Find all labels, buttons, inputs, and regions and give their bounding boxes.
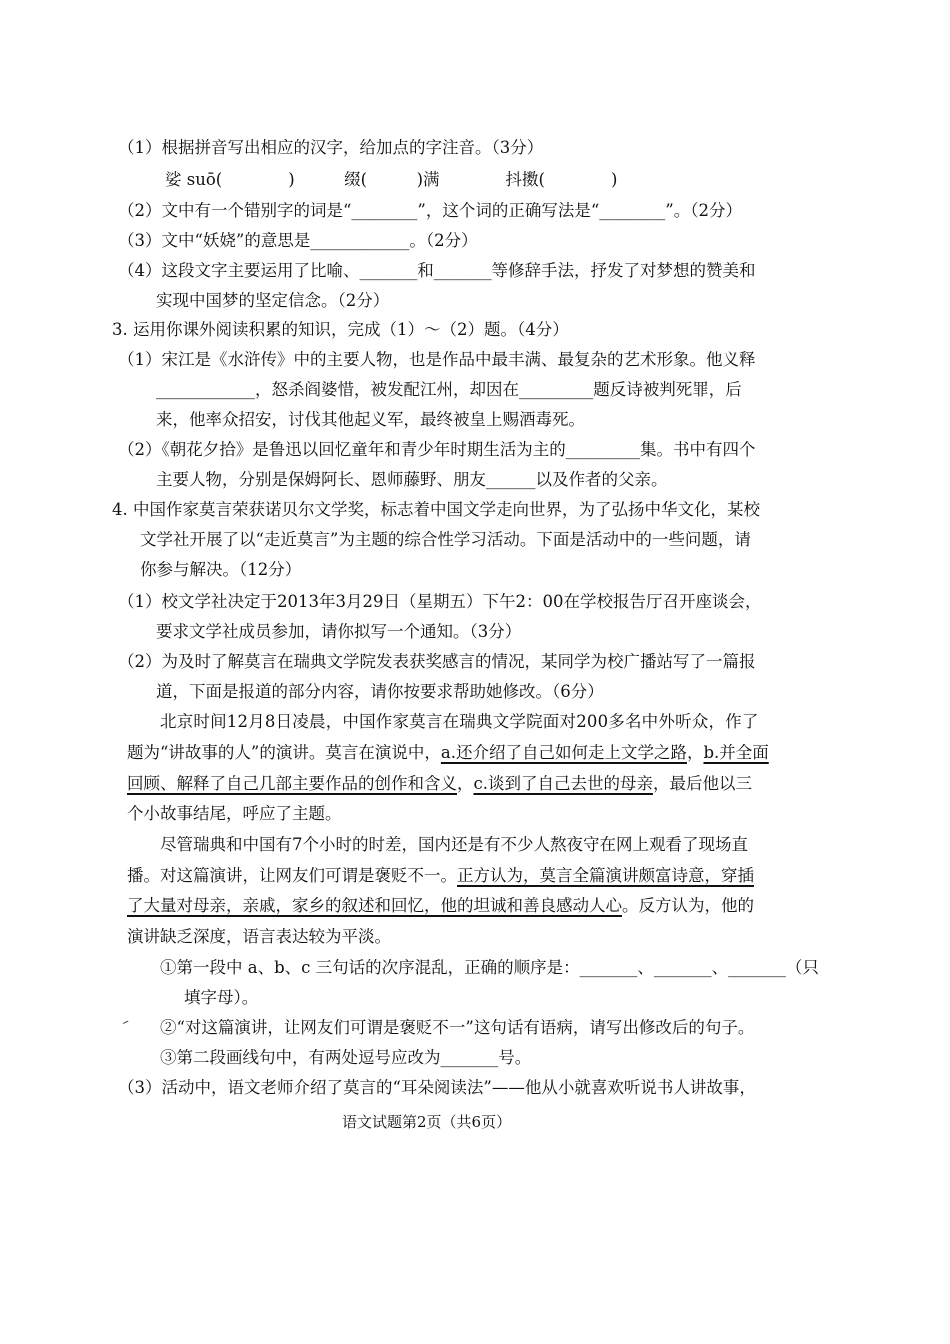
- q3-part1-line3: 来，他率众招安，讨伐其他起义军，最终被皇上赐酒毒死。: [156, 410, 585, 429]
- sentence-b-end: 回顾、解释了自己几部主要作品的创作和含义: [127, 774, 457, 793]
- q4-title-line3: 你参与解决。（12分）: [140, 560, 302, 579]
- q2-part2: （2）文中有一个错别字的词是“________”，这个词的正确写法是“________”。（2分）: [118, 201, 742, 220]
- sentence-a: a.还介绍了自己如何走上文学之路: [440, 743, 687, 762]
- q3-part2-line2: 主要人物，分别是保姆阿长、恩师藤野、朋友______以及作者的父亲。: [156, 470, 668, 489]
- sub-question-1-line1: ①第一段中 a、b、c 三句话的次序混乱，正确的顺序是：_______、_______、_______（只: [160, 958, 819, 977]
- q4-part1-line2: 要求文学社成员参加，请你拟写一个通知。（3分）: [156, 622, 522, 641]
- q4-part2-line1: （2）为及时了解莫言在瑞典文学院发表获奖感言的情况，某同学为校广播站写了一篇报: [118, 652, 756, 671]
- q3-part1-line1: （1）宋江是《水浒传》中的主要人物，也是作品中最丰满、最复杂的艺术形象。他义释: [118, 350, 756, 369]
- report-text: ，: [686, 743, 704, 762]
- report-para1-line2: [127, 741, 769, 765]
- underlined-sentence-start: 正方认为，莫言全篇演讲颇富诗意，穿插: [457, 866, 754, 885]
- q4-part1-line1: （1）校文学社决定于2013年3月29日（星期五）下午2：00在学校报告厅召开座谈会，: [118, 592, 762, 611]
- report-para2-line2: [127, 864, 754, 888]
- q4-part2-line2: 道，下面是报道的部分内容，请你按要求帮助她修改。（6分）: [156, 682, 604, 701]
- sub-question-2: ②“对这篇演讲，让网友们可谓是褒贬不一”这句话有语病，请写出修改后的句子。: [160, 1018, 755, 1037]
- stray-pen-mark: –: [118, 1013, 133, 1031]
- sub-question-3: ③第二段画线句中，有两处逗号应改为_______号。: [160, 1048, 532, 1067]
- q3-part2-line1: （2）《朝花夕拾》是鲁迅以回忆童年和青少年时期生活为主的_________集。书中有四个: [118, 440, 756, 459]
- q2-part4-line1: （4）这段文字主要运用了比喻、_______和_______等修辞手法，抒发了对梦想的赞美和: [118, 261, 756, 280]
- report-text: 。反方认为，他的: [622, 896, 754, 915]
- sub-question-1-line2: 填字母）。: [184, 988, 259, 1007]
- q2-part1-items: 娑 suō( ) 缀( )满 抖擞( ): [165, 170, 618, 189]
- underlined-sentence-end: 了大量对母亲，亲戚，家乡的叙述和回忆，他的坦诚和善良感动人心: [127, 896, 622, 915]
- report-para1-line1: 北京时间12月8日凌晨，中国作家莫言在瑞典文学院面对200多名中外听众，作了: [160, 712, 759, 731]
- q3-part1-line2: ____________，怒杀阎婆惜，被发配江州，却因在_________题反诗被判死罪，后: [156, 380, 742, 399]
- q4-title-line2: 文学社开展了以“走近莫言”为主题的综合性学习活动。下面是活动中的一些问题，请: [140, 530, 751, 549]
- report-para2-line4: 演讲缺乏深度，语言表达较为平淡。: [127, 927, 391, 946]
- sentence-b-start: b.并全面: [703, 743, 769, 762]
- q3-title: 3. 运用你课外阅读积累的知识，完成（1）～（2）题。（4分）: [112, 320, 569, 339]
- report-para1-line4: 个小故事结尾，呼应了主题。: [127, 804, 342, 823]
- report-para2-line1: 尽管瑞典和中国有7个小时的时差，国内还是有不少人熬夜守在网上观看了现场直: [160, 835, 748, 854]
- report-text: 题为“讲故事的人”的演讲。莫言在演说中，: [127, 743, 441, 762]
- q2-part4-line2: 实现中国梦的坚定信念。（2分）: [156, 291, 390, 310]
- report-text: 播。对这篇演讲，让网友们可谓是褒贬不一。: [127, 866, 457, 885]
- report-text: ，: [457, 774, 474, 793]
- q2-part3: （3）文中“妖娆”的意思是____________。（2分）: [118, 231, 478, 250]
- q4-part3-line1: （3）活动中，语文老师介绍了莫言的“耳朵阅读法”——他从小就喜欢听说书人讲故事，: [118, 1078, 756, 1097]
- q4-title-line1: 4. 中国作家莫言荣获诺贝尔文学奖，标志着中国文学走向世界，为了弘扬中华文化，某校: [112, 500, 760, 519]
- report-para2-line3: [127, 894, 754, 918]
- report-text: ，最后他以三: [653, 774, 752, 793]
- sentence-c: c.谈到了自己去世的母亲: [473, 774, 653, 793]
- page-footer: 语文试题第2页（共6页）: [342, 1113, 512, 1131]
- q2-part1-title: （1）根据拼音写出相应的汉字，给加点的字注音。（3分）: [118, 138, 544, 157]
- report-para1-line3: [127, 772, 752, 796]
